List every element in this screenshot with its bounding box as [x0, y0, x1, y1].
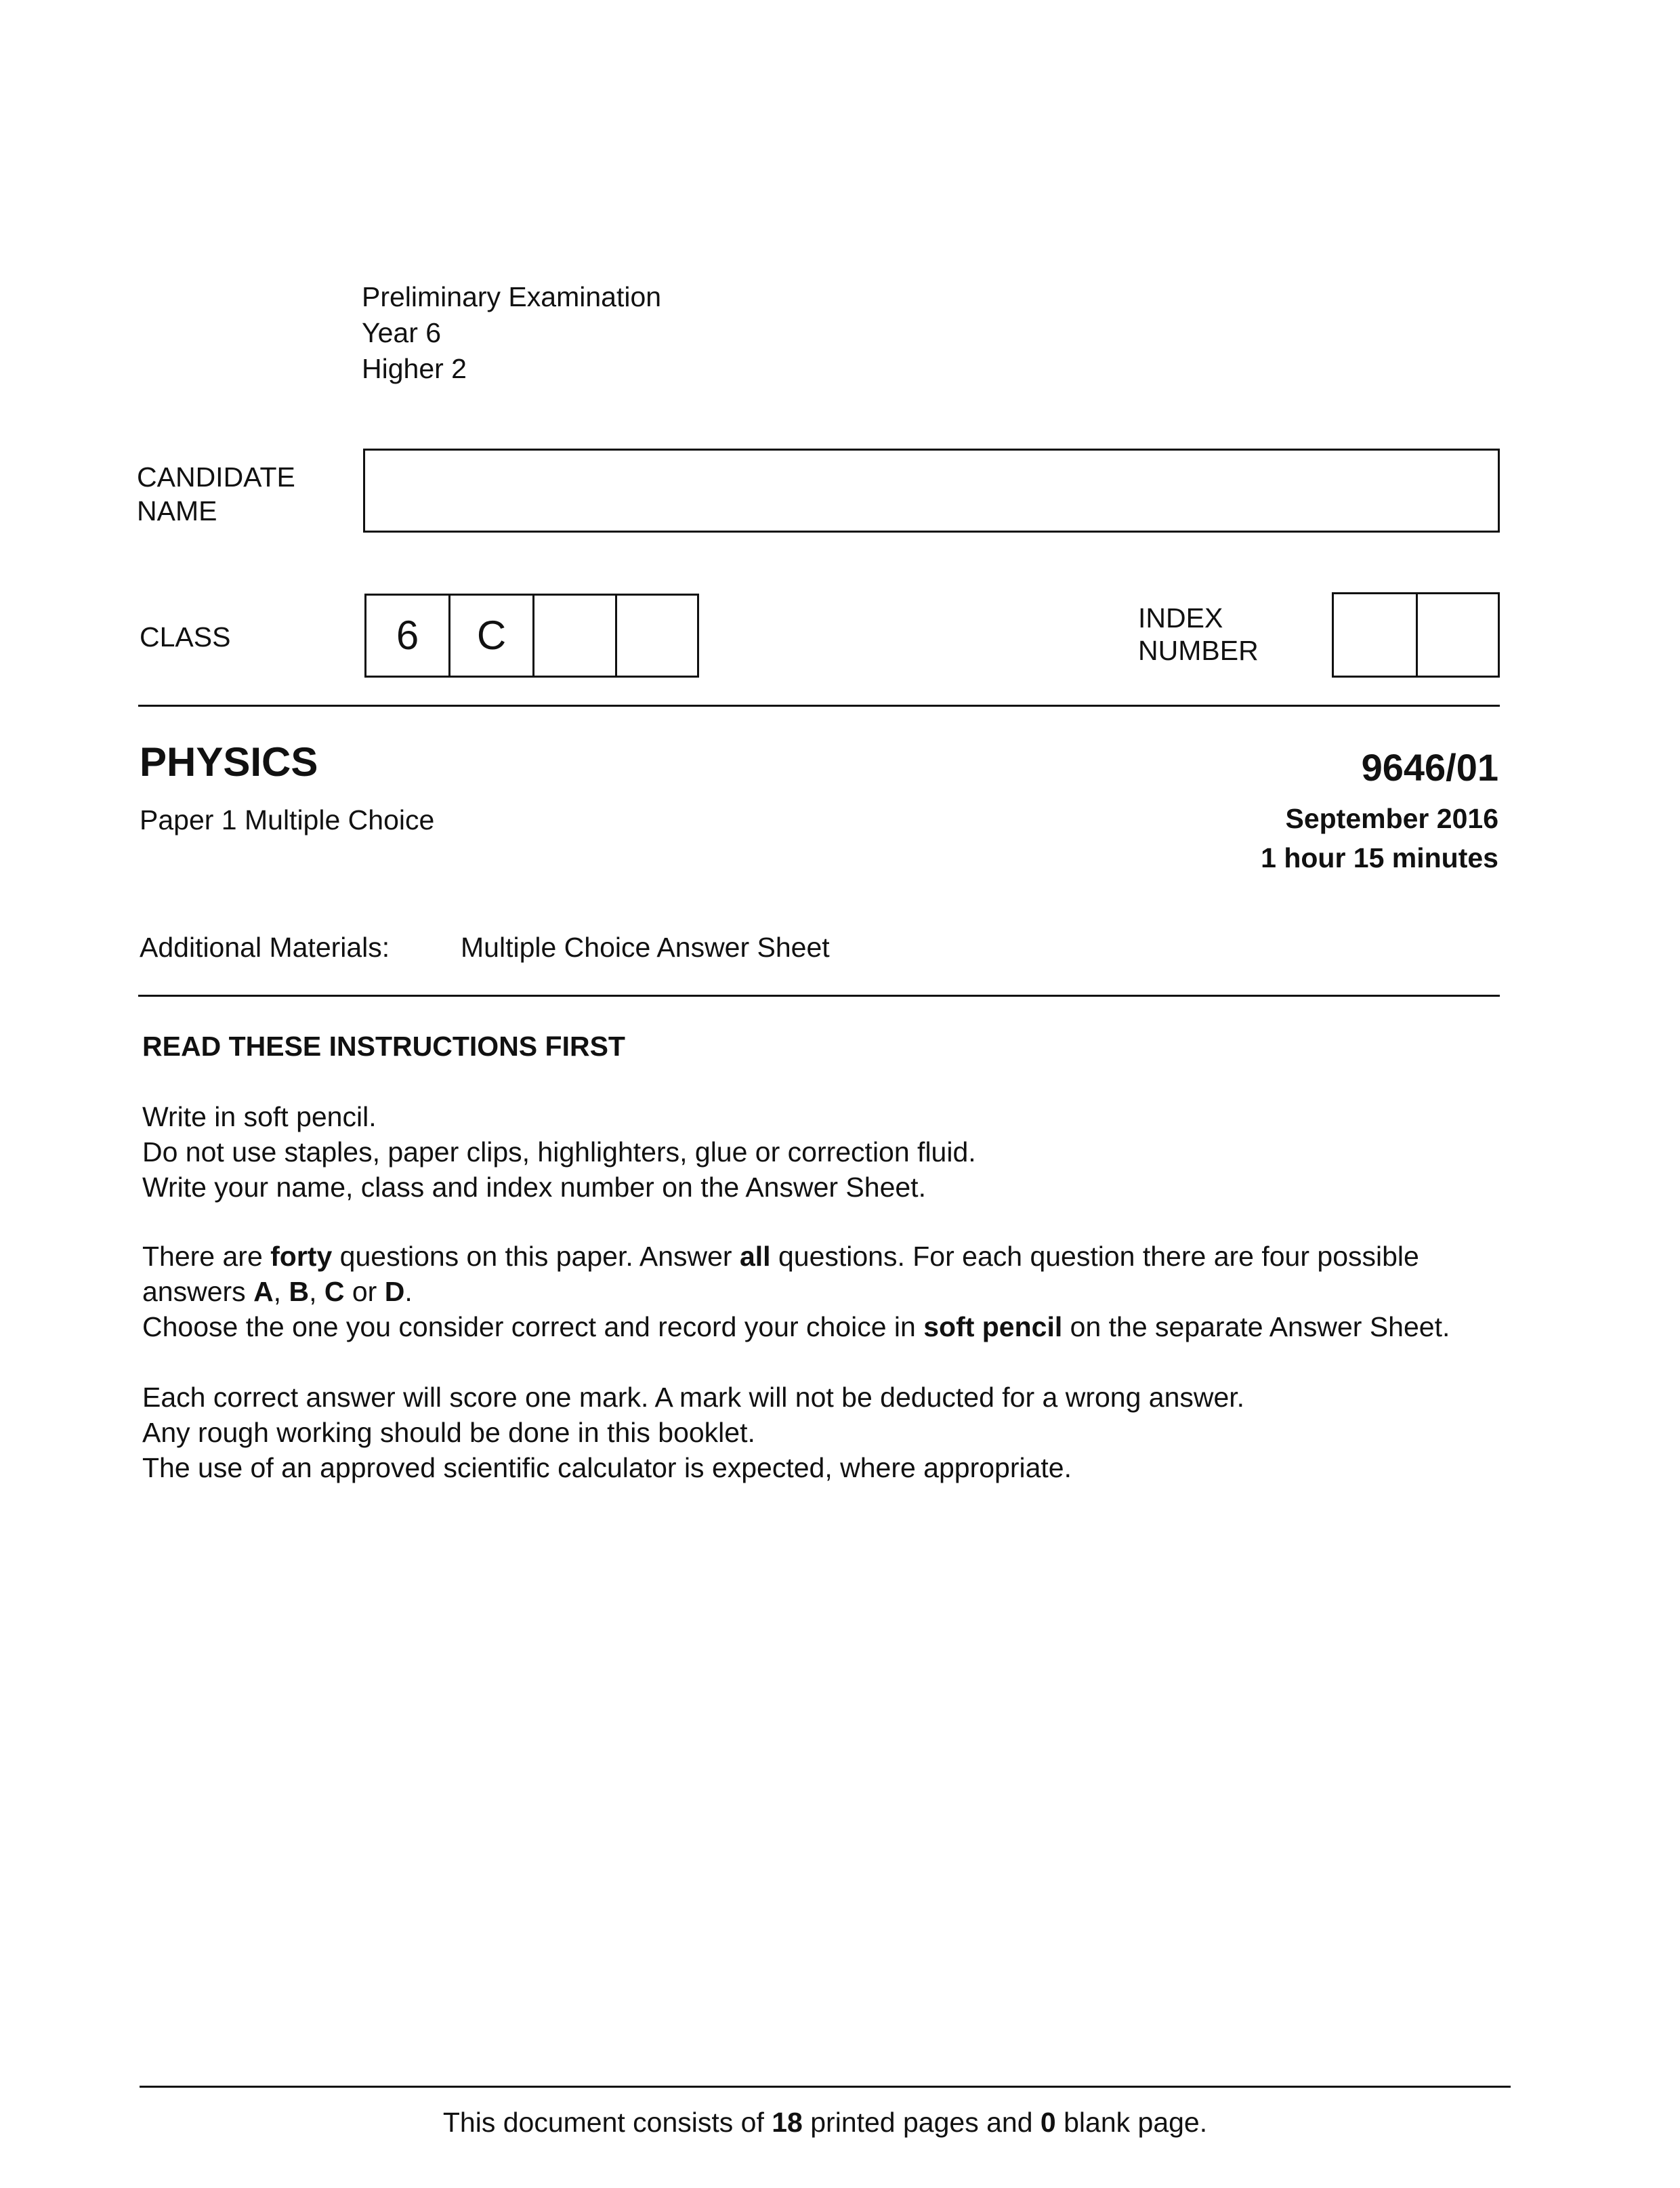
instruction-line: Any rough working should be done in this booklet. — [142, 1417, 755, 1448]
subject-title: PHYSICS — [140, 739, 318, 785]
divider-middle — [138, 995, 1500, 997]
exam-level: Higher 2 — [362, 353, 467, 384]
candidate-name-label-line2: NAME — [137, 495, 217, 527]
instruction-line: Write in soft pencil. — [142, 1101, 377, 1132]
instruction-line: Write your name, class and index number on the Answer Sheet. — [142, 1172, 926, 1203]
class-cell-4[interactable] — [617, 596, 697, 676]
instructions-heading: READ THESE INSTRUCTIONS FIRST — [142, 1031, 625, 1062]
exam-year: Year 6 — [362, 317, 442, 348]
page-count-note: This document consists of 18 printed pages and 0 blank page. — [442, 2107, 1208, 2138]
exam-date: September 2016 — [1285, 803, 1498, 834]
instruction-line: The use of an approved scientific calculator is expected, where appropriate. — [142, 1452, 1072, 1483]
exam-title: Preliminary Examination — [362, 281, 662, 312]
instructions-block-1 — [142, 1099, 1551, 1205]
materials-value: Multiple Choice Answer Sheet — [461, 932, 830, 963]
index-label-line1: INDEX — [1138, 602, 1223, 634]
exam-duration: 1 hour 15 minutes — [1261, 842, 1498, 873]
materials-label: Additional Materials: — [140, 932, 390, 963]
class-cell-2[interactable]: C — [450, 596, 534, 676]
index-number-field[interactable] — [1332, 592, 1500, 678]
index-cell-1[interactable] — [1334, 594, 1418, 676]
class-cell-1[interactable]: 6 — [366, 596, 450, 676]
paper-code: 9646/01 — [1361, 746, 1498, 789]
class-label: CLASS — [140, 621, 231, 653]
instruction-line: Each correct answer will score one mark. A mark will not be deducted for a wrong answer. — [142, 1382, 1245, 1413]
candidate-name-field[interactable] — [363, 449, 1500, 533]
instruction-line: answers A, B, C or D. — [142, 1276, 413, 1307]
instruction-line: Choose the one you consider correct and record your choice in soft pencil on the separate Answer Sheet. — [142, 1311, 1450, 1342]
instructions-block-3 — [142, 1380, 1551, 1485]
index-cell-2[interactable] — [1418, 594, 1498, 676]
class-field[interactable] — [364, 594, 699, 678]
instructions-block-2 — [142, 1239, 1551, 1344]
paper-title: Paper 1 Multiple Choice — [140, 804, 435, 835]
index-label-line2: NUMBER — [1138, 635, 1259, 666]
class-cell-3[interactable] — [534, 596, 617, 676]
divider-top — [138, 705, 1500, 707]
candidate-name-label-line1: CANDIDATE — [137, 461, 295, 493]
instruction-line: There are forty questions on this paper. Answer all questions. For each question there are four possible — [142, 1241, 1419, 1272]
instruction-line: Do not use staples, paper clips, highlighters, glue or correction fluid. — [142, 1136, 976, 1168]
divider-footer — [140, 2086, 1511, 2088]
